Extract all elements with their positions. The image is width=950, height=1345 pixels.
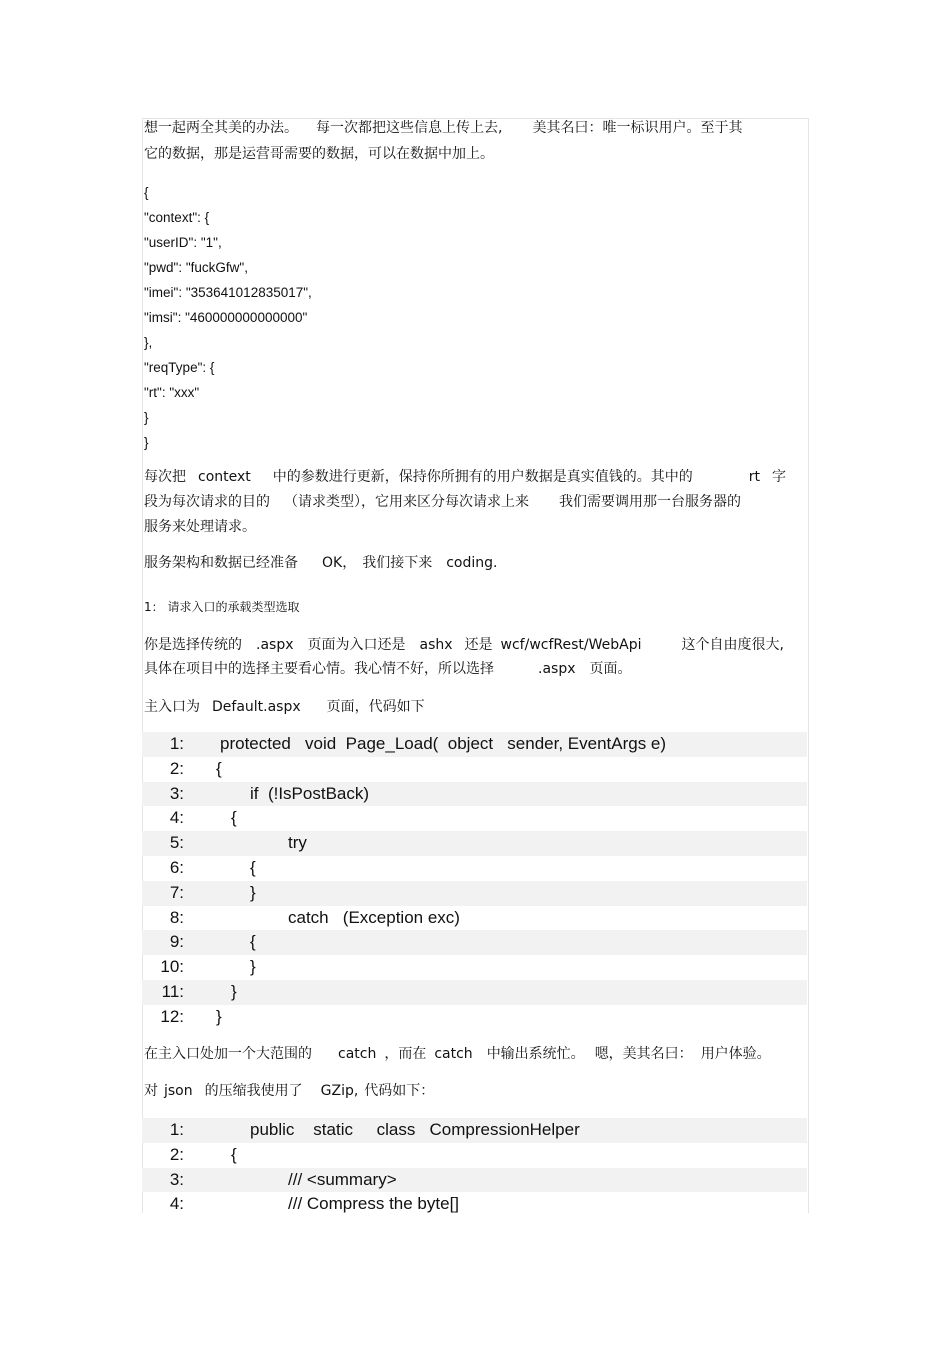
text-segment: 中输出系统忙。 [486,1046,585,1062]
code-line [142,831,807,856]
text-segment: （请求类型） [284,494,361,510]
text-segment: 在主入口处加一个大范围的 [144,1046,312,1062]
line-number: 12: [160,1006,184,1026]
code-text: try [288,833,307,853]
text-segment: 页面为入口还是 [307,637,406,653]
text-segment: 还是 [464,637,493,653]
text-segment: Default.aspx [212,699,301,715]
code-line [142,1118,807,1143]
text-segment: 中的参数进行更新，保持你所拥有的用户数据是真实值钱的。其中的 [272,469,693,485]
code-text: /// Compress the byte[] [288,1194,460,1214]
text-segment: 我们需要调用那一台服务器的 [559,494,741,510]
text-segment: 页面，代码如下 [326,699,425,715]
text-segment: catch [338,1046,377,1062]
json-line: "context": { [144,210,210,225]
text-segment: OK， [322,555,357,571]
code-text: if (!IsPostBack) [250,783,370,803]
text-segment: .aspx [538,661,576,677]
line-number: 4: [169,1194,184,1214]
paragraph-6 [144,1045,771,1063]
text-segment: 段为每次请求的目的 [144,494,270,510]
code-text: catch (Exception exc) [288,907,460,927]
line-number: 6: [169,857,184,877]
section-heading: 1： 请求入口的承载类型选取 [144,600,300,614]
json-line: "userID": "1", [144,235,222,250]
paragraph-4-line-1 [144,636,784,654]
paragraph-3 [144,554,497,572]
line-number: 7: [169,882,184,902]
text-segment: 嗯，美其名曰： [594,1046,693,1062]
line-number: 1: [169,734,184,753]
code-line [142,1143,807,1168]
text-segment: 代码如下： [364,1083,435,1099]
text-segment: context [198,469,251,485]
code-text: { [250,857,256,877]
text-segment: 这个自由度很大, [681,637,784,653]
text-segment: 美其名曰：唯一标识用户。至于其 [532,120,743,136]
code-text: } [216,1006,222,1026]
json-line: "imei": "353641012835017", [144,285,312,300]
line-number: 9: [169,932,184,952]
text-segment: GZip, [320,1083,359,1099]
text-segment: 用户体验。 [700,1046,771,1062]
text-segment: 每次把 [144,469,186,485]
json-line: } [144,410,149,425]
line-number: 2: [169,1144,184,1164]
code-line [142,782,807,807]
json-line: "pwd": "fuckGfw", [144,260,248,275]
paragraph-7 [144,1082,434,1100]
json-line: "reqType": { [144,360,215,375]
code-text: { [231,1144,237,1164]
line-number: 8: [169,907,184,927]
json-line: "rt": "xxx" [144,385,200,400]
json-line: { [144,185,149,200]
text-segment: .aspx [256,637,294,653]
line-number: 3: [169,1169,184,1189]
code-line [142,906,807,931]
text-segment: 我们接下来 [362,555,433,571]
text-segment: 具体在项目中的选择主要看心情。我心情不好，所以选择 [144,661,494,677]
code-text: public static class CompressionHelper [250,1120,580,1139]
line-number: 4: [169,808,184,828]
code-text: } [231,981,237,1001]
text-segment: 的压缩我使用了 [204,1083,303,1099]
text-segment: coding. [446,555,498,571]
code-text: { [250,932,256,952]
text-segment: json [164,1083,193,1099]
code-line [142,881,807,906]
paragraph-2-line-3: 服务来处理请求。 [144,519,256,535]
code-block-default-aspx [142,732,807,1030]
text-segment: 你是选择传统的 [144,637,242,653]
paragraph-2-line-2 [144,493,741,511]
text-segment: 每一次都把这些信息上传上去, [316,120,503,136]
code-text: protected void Page_Load( object sender, EventArgs e) [220,734,667,753]
code-line [142,955,807,980]
code-line [142,930,807,955]
text-segment: 对 [144,1083,158,1099]
code-line [142,980,807,1005]
code-line [142,1005,807,1030]
code-line [142,806,807,831]
code-text: { [231,808,237,828]
json-line: "imsi": "460000000000000" [144,310,308,325]
line-number: 1: [169,1120,184,1139]
json-line: } [144,435,149,450]
code-text: { [216,758,222,778]
text-segment: ashx [419,637,453,653]
text-segment: wcf/wcfRest/WebApi [500,637,642,653]
text-segment: 字 [772,469,787,485]
text-segment: ，它用来区分每次请求上来 [361,494,529,510]
text-segment: catch [434,1046,473,1062]
code-line [142,856,807,881]
line-number: 5: [169,833,184,853]
code-text: } [250,882,256,902]
line-number: 10: [160,957,184,977]
code-line [142,732,807,757]
code-line [142,757,807,782]
text-segment: rt [748,469,761,485]
paragraph-1-line-2: 它的数据，那是运营哥需要的数据，可以在数据中加上。 [144,146,494,162]
text-segment: 页面。 [589,661,632,677]
code-text: /// <summary> [288,1169,397,1189]
paragraph-5 [144,698,425,716]
code-line [142,1168,807,1193]
code-text: } [250,957,256,977]
paragraph-4-line-2 [144,660,632,678]
paragraph-2-line-1 [144,468,786,486]
line-number: 3: [169,783,184,803]
text-segment: ，而在 [384,1046,427,1062]
code-block-compression-helper [142,1118,807,1217]
line-number: 2: [169,758,184,778]
text-segment: 主入口为 [144,699,200,715]
paragraph-1-line-1 [144,119,742,137]
text-segment: 想一起两全其美的办法。 [144,120,298,136]
text-segment: 服务架构和数据已经准备 [144,555,298,571]
line-number: 11: [161,981,184,1001]
json-line: }, [144,335,153,350]
code-line [142,1192,807,1217]
